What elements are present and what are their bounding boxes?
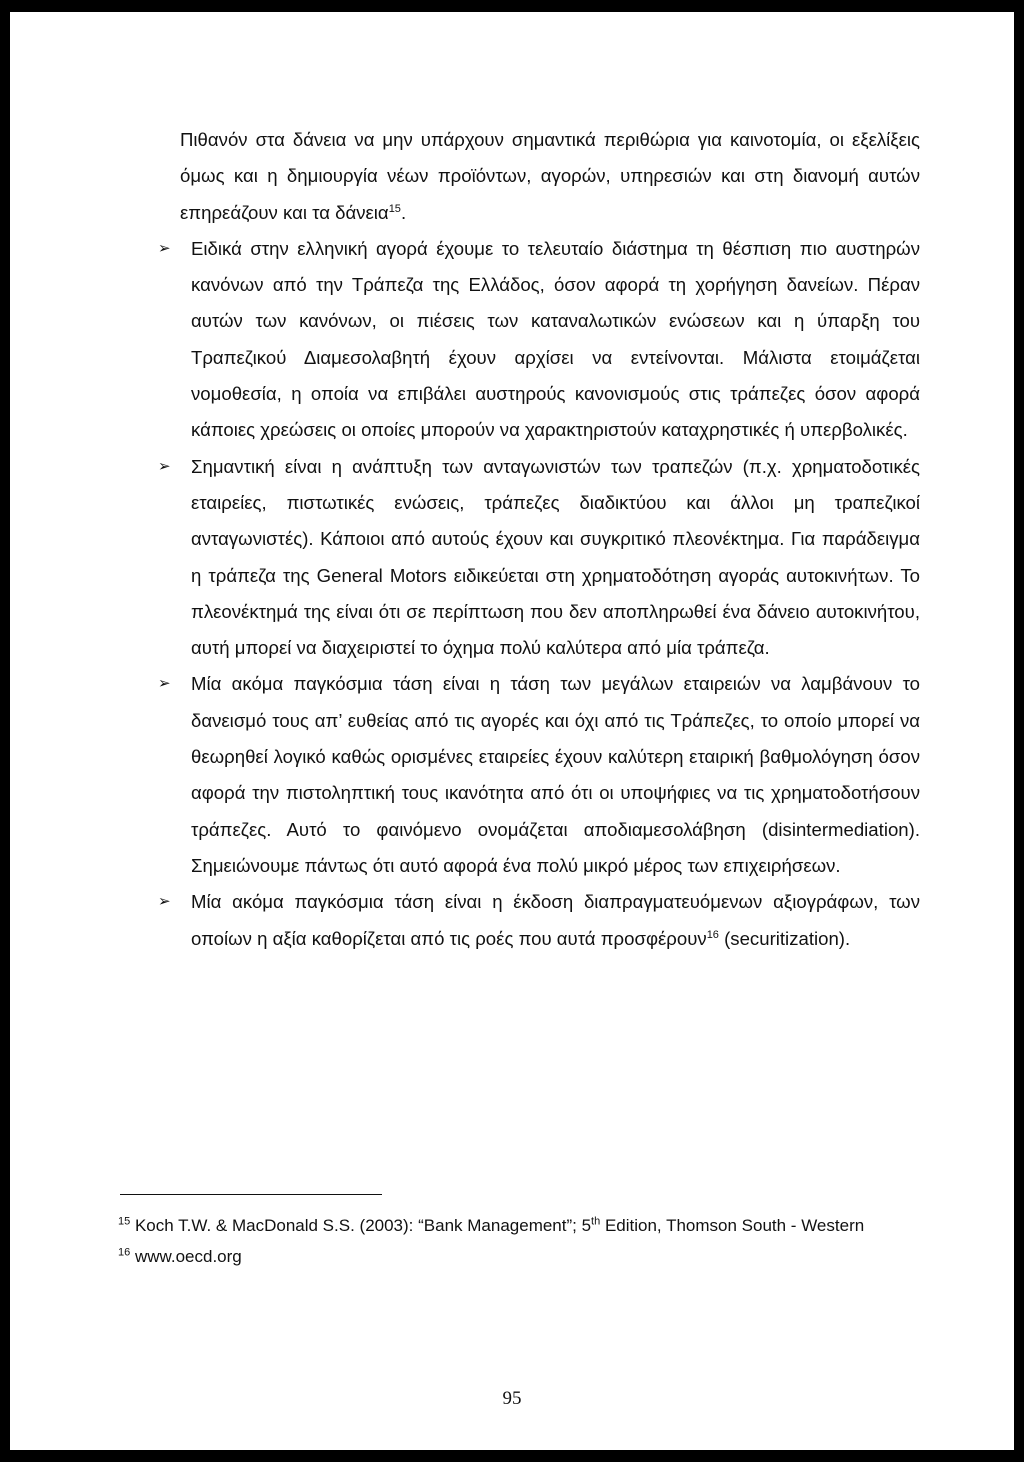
arrow-bullet-icon: ➢ [158, 457, 171, 475]
page-number: 95 [502, 1388, 522, 1409]
bullet-tail: (securitization). [718, 927, 851, 949]
bullet-text: Μία ακόμα παγκόσμια τάση είναι η έκδοση διαπραγματευόμενων αξιογράφων, των οποίων η αξία καθορίζεται από τις ροές που αυτά προσφέρουν [191, 891, 920, 949]
footnote-number: 15 [118, 1215, 131, 1228]
main-text [158, 122, 920, 957]
arrow-bullet-icon: ➢ [158, 239, 171, 257]
footnote-number: 16 [118, 1246, 131, 1259]
arrow-bullet-icon: ➢ [158, 675, 171, 693]
bullet-item [158, 884, 920, 957]
bullet-item [158, 666, 920, 884]
footnote-separator [120, 1194, 382, 1195]
intro-paragraph [180, 122, 920, 231]
footnote-superscript: th [591, 1215, 601, 1228]
bullet-text: Σημαντική είναι η ανάπτυξη των ανταγωνιστών των τραπεζών (π.χ. χρηματοδοτικές εταιρείες, πιστωτικές ενώσεις, τράπεζες διαδικτύου και άλλοι μη τραπεζικοί ανταγωνιστές). Κάποιοι από αυτούς έχουν και συγκριτικό πλεονέκτημα. Για παράδειγμα η τράπεζα της General Motors ειδικεύεται στη χρηματοδότηση αγοράς αυτοκινήτων. Το πλεονέκτημά της είναι ότι σε περίπτωση που δεν αποπληρωθεί ένα δάνειο αυτοκινήτου, αυτή μπορεί να διαχειριστεί το όχημα πολύ καλύτερα από μία τράπεζα. [191, 455, 920, 659]
arrow-bullet-icon: ➢ [158, 893, 171, 911]
intro-text: Πιθανόν στα δάνεια να μην υπάρχουν σημαντικά περιθώρια για καινοτομία, οι εξελίξεις όμως και η δημιουργία νέων προϊόντων, αγορών, υπηρεσιών και στη διανομή αυτών επηρεάζουν και τα δάνεια [180, 129, 920, 223]
footnote [118, 1211, 918, 1241]
footnote-ref: 16 [706, 928, 719, 941]
footnotes [118, 1211, 918, 1273]
footnote-text-cont: Edition, Thomson South - Western [600, 1216, 865, 1235]
bullet-item [158, 231, 920, 449]
bullet-text: Μία ακόμα παγκόσμια τάση είναι η τάση των μεγάλων εταιρειών να λαμβάνουν το δανεισμό τους απ’ ευθείας από τις αγορές και όχι από τις Τράπεζες, το οποίο μπορεί να θεωρηθεί λογικό καθώς ορισμένες εταιρείες έχουν καλύτερη εταιρική βαθμολόγηση όσον αφορά την πιστοληπτική τους ικανότητα από ότι οι υποψήφιες να τις χρηματοδοτήσουν τράπεζες. Αυτό το φαινόμενο ονομάζεται αποδιαμεσολάβηση (disintermediation). Σημειώνουμε πάντως ότι αυτό αφορά ένα πολύ μικρό μέρος των επιχειρήσεων. [191, 673, 920, 876]
footnote [118, 1242, 918, 1272]
intro-end: . [400, 201, 407, 223]
footnote-text: Koch T.W. & MacDonald S.S. (2003): “Bank Management”; 5 [130, 1216, 592, 1235]
bullet-item [158, 449, 920, 667]
bullet-text: Ειδικά στην ελληνική αγορά έχουμε το τελευταίο διάστημα τη θέσπιση πιο αυστηρών κανόνων από την Τράπεζα της Ελλάδος, όσον αφορά τη χορήγηση δανείων. Πέραν αυτών των κανόνων, οι πιέσεις των καταναλωτικών ενώσεων και η ύπαρξη του Τραπεζικού Διαμεσολαβητή έχουν αρχίσει να εντείνονται. Μάλιστα ετοιμάζεται νομοθεσία, η οποία να επιβάλει αυστηρούς κανονισμούς στις τράπεζες όσον αφορά κάποιες χρεώσεις οι οποίες μπορούν να χαρακτηριστούν καταχρηστικές ή υπερβολικές. [191, 237, 920, 441]
footnote-ref: 15 [388, 202, 401, 215]
footnote-text: www.oecd.org [130, 1247, 242, 1266]
document-page [10, 12, 1014, 1450]
